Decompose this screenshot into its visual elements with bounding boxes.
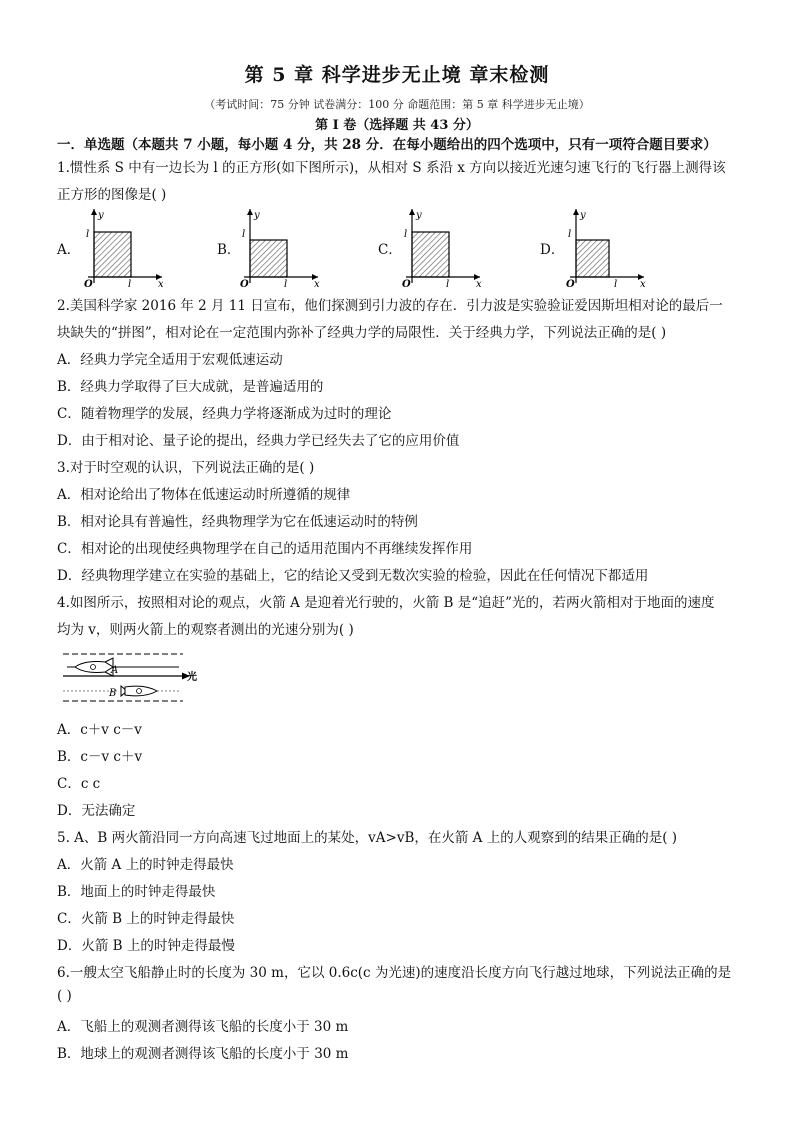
side-label-y: l bbox=[404, 229, 408, 240]
q5-option-b: B．地面上的时钟走得最快 bbox=[57, 884, 216, 900]
square-graph-a bbox=[82, 205, 166, 287]
option-label: B． bbox=[217, 242, 241, 258]
q3-option-b: B．相对论具有普遍性，经典物理学为它在低速运动时的特例 bbox=[57, 514, 418, 530]
side-label-y: l bbox=[242, 229, 246, 240]
q2-option-c: C．随着物理学的发展，经典力学将逐渐成为过时的理论 bbox=[57, 406, 392, 422]
x-axis-label: x bbox=[476, 279, 482, 287]
q3-option-c: C．相对论的出现使经典物理学在自己的适用范围内不再继续发挥作用 bbox=[57, 541, 473, 557]
side-label-x: l bbox=[614, 279, 618, 287]
origin-label: O bbox=[240, 279, 249, 287]
rocket-a-icon bbox=[75, 658, 118, 676]
option-label: D． bbox=[540, 242, 565, 258]
y-axis-label: y bbox=[580, 210, 586, 221]
q5-option-d: D．火箭 B 上的时钟走得最慢 bbox=[57, 938, 235, 954]
q3-option-d: D．经典物理学建立在实验的基础上，它的结论又受到无数次实验的检验，因此在任何情况下都适用 bbox=[57, 568, 649, 584]
q5-option-c: C．火箭 B 上的时钟走得最快 bbox=[57, 911, 235, 927]
q2-option-d: D．由于相对论、量子论的提出，经典力学已经失去了它的应用价值 bbox=[57, 433, 460, 449]
page-title: 第 5 章 科学进步无止境 章末检测 bbox=[244, 64, 550, 86]
section-heading: 一．单选题（本题共 7 小题，每小题 4 分，共 28 分．在每小题给出的四个选项中，只有一项符合题目要求） bbox=[57, 137, 717, 153]
y-axis-label: y bbox=[416, 210, 422, 221]
rocket-b-label: B bbox=[109, 688, 117, 699]
side-label-x: l bbox=[446, 279, 450, 287]
side-label-y: l bbox=[86, 229, 90, 240]
q2-option-a: A．经典力学完全适用于宏观低速运动 bbox=[57, 352, 283, 368]
option-label: C． bbox=[378, 242, 402, 258]
rocket-a-label: A bbox=[111, 665, 119, 676]
square-graph-b bbox=[238, 205, 322, 287]
q5-option-a: A．火箭 A 上的时钟走得最快 bbox=[57, 857, 234, 873]
square-graph-c bbox=[400, 205, 484, 287]
q4-option-a: A．c＋v c－v bbox=[57, 722, 142, 738]
x-axis-label: x bbox=[640, 279, 646, 287]
origin-label: O bbox=[402, 279, 411, 287]
q2-stem-line2: 块缺失的“拼图”，相对论在一定范围内弥补了经典力学的局限性．关于经典力学，下列说法正确的是( ) bbox=[57, 325, 667, 341]
rocket-figure bbox=[57, 648, 202, 706]
light-label: 光 bbox=[187, 672, 197, 683]
rocket-b-icon bbox=[108, 686, 157, 699]
side-label-x: l bbox=[128, 279, 132, 287]
q6-option-a: A．飞船上的观测者测得该飞船的长度小于 30 m bbox=[57, 1019, 349, 1035]
side-label-y: l bbox=[568, 229, 572, 240]
q1-stem-line2: 正方形的图像是( ) bbox=[57, 187, 167, 203]
square-graph-d bbox=[564, 205, 648, 287]
q1-stem-line1: 1.惯性系 S 中有一边长为 l 的正方形(如下图所示)，从相对 S 系沿 x 方向以接近光速匀速飞行的飞行器上测得该 bbox=[57, 160, 726, 176]
origin-label: O bbox=[566, 279, 575, 287]
option-label: A． bbox=[57, 242, 81, 258]
x-axis-label: x bbox=[158, 279, 164, 287]
q6-option-b: B．地球上的观测者测得该飞船的长度小于 30 m bbox=[57, 1046, 349, 1062]
q3-option-a: A．相对论给出了物体在低速运动时所遵循的规律 bbox=[57, 487, 351, 503]
q3-stem: 3.对于时空观的认识，下列说法正确的是( ) bbox=[57, 460, 315, 476]
q4-stem-line1: 4.如图所示，按照相对论的观点，火箭 A 是迎着光行驶的，火箭 B 是“追赶”光的，若两火箭相对于地面的速度 bbox=[57, 595, 715, 611]
y-axis-label: y bbox=[254, 210, 260, 221]
exam-meta: （考试时间：75 分钟 试卷满分：100 分 命题范围：第 5 章 科学进步无止境） bbox=[204, 98, 590, 111]
q4-option-b: B．c－v c＋v bbox=[57, 749, 143, 765]
q4-option-d: D．无法确定 bbox=[57, 803, 136, 819]
q5-stem: 5. A、B 两火箭沿同一方向高速飞过地面上的某处，vA>vB，在火箭 A 上的人观察到的结果正确的是( ) bbox=[57, 830, 678, 846]
q2-option-b: B．经典力学取得了巨大成就，是普遍适用的 bbox=[57, 379, 324, 395]
volume-heading: 第 I 卷（选择题 共 43 分） bbox=[315, 118, 479, 133]
q4-option-c: C．c c bbox=[57, 776, 101, 792]
side-label-x: l bbox=[284, 279, 288, 287]
origin-label: O bbox=[84, 279, 93, 287]
x-axis-label: x bbox=[314, 279, 320, 287]
y-axis-label: y bbox=[98, 210, 104, 221]
q6-stem-line1: 6.一艘太空飞船静止时的长度为 30 m，它以 0.6c(c 为光速)的速度沿长度方向飞行越过地球，下列说法正确的是 bbox=[57, 965, 732, 981]
q2-stem-line1: 2.美国科学家 2016 年 2 月 11 日宣布，他们探测到引力波的存在．引力波是实验验证爱因斯坦相对论的最后一 bbox=[57, 298, 723, 314]
q4-stem-line2: 均为 v，则两火箭上的观察者测出的光速分别为( ) bbox=[57, 622, 354, 638]
q6-stem-line2: ( ) bbox=[57, 988, 72, 1004]
